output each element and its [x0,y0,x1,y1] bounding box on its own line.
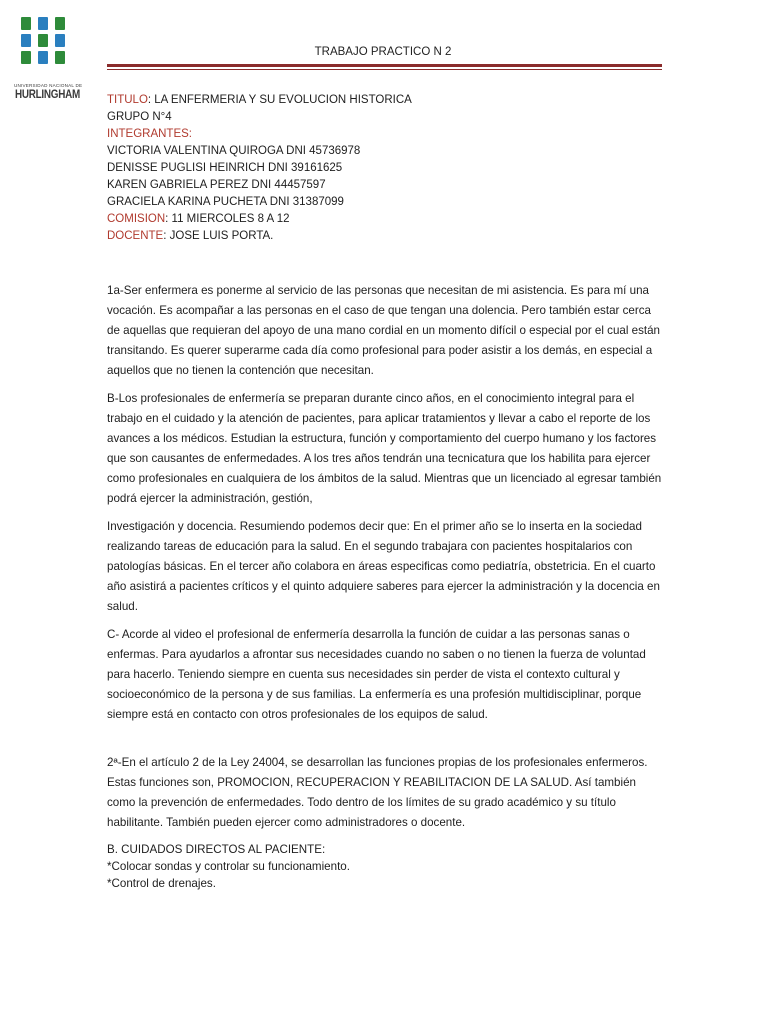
comision-line [107,211,667,228]
paragraph-c: C- Acorde al video el profesional de enfermería desarrolla la función de cuidar a las personas sanas o enfermas. Para ayudarlos a afrontar sus necesidades cuando no saben o no tienen la fuerza de voluntad para hacerlo. Teniendo siempre en cuenta sus necesidades sin perder de vista el contexto cultural y socioeconómico de la persona y de sus familias. La enfermería es una profesión multidisciplinar, porque siempre está en contacto con otros profesionales de los equipos de salud. [107,628,646,721]
docente-line [107,228,667,245]
docente-label: DOCENTE [107,230,164,242]
integrante-item: VICTORIA VALENTINA QUIROGA DNI 45736978 [107,145,361,157]
integrante-item: DENISSE PUGLISI HEINRICH DNI 39161625 [107,162,343,174]
integrante-item: GRACIELA KARINA PUCHETA DNI 31387099 [107,196,344,208]
paragraph-2a: 2ª-En el artículo 2 de la Ley 24004, se desarrollan las funciones propias de los profesionales enfermeros. Estas funciones son, PROMOCION, RECUPERACION Y REABILITACION DE LA SALUD. Así también como la prevención de enfermedades. Todo dentro de los límites de su grado académico y su título habilitante. También pueden ejercer como administradores o docente. [107,756,648,829]
header-rule-thin [107,69,662,70]
titulo-label: TITULO [107,94,148,106]
integrantes-label: INTEGRANTES: [107,128,192,140]
university-logo [14,16,83,101]
docente-value: : JOSE LUIS PORTA. [163,230,274,242]
titulo-line [107,92,667,109]
comision-value: : 11 MIERCOLES 8 A 12 [165,213,290,225]
comision-label: COMISION [107,213,166,225]
care-list [107,841,663,892]
logo-name: HURLINGHAM [15,89,80,101]
paragraph-b-continued: Investigación y docencia. Resumiendo podemos decir que: En el primer año se lo inserta en la sociedad realizando tareas de educación para la salud. En el segundo trabajara con pacientes hospitalarios con patologías básicas. En el tercer año colabora en áreas especificas como pediatría, obstetricia. En el cuarto año asistirá a pacientes críticos y el quinto adquiere saberes para ejercer la administración y la docencia en salud. [107,520,660,613]
paragraph-b: B-Los profesionales de enfermería se preparan durante cinco años, en el conocimiento integral para el trabajo en el cuidado y la atención de pacientes, para aplicar tratamientos y llevar a cabo el reporte de los avances a los médicos. Estudian la estructura, función y comportamiento del cuerpo humano y los factores que son causantes de enfermedades. A los tres años tendrán una tecnicatura que los habilita para ejercer como profesionales en cualquiera de los ámbitos de la salud. Mientras que un licenciado al egresar también podrá ejercer la administración, gestión, [107,392,662,505]
care-list-title: B. CUIDADOS DIRECTOS AL PACIENTE: [107,843,326,856]
grupo-line: GRUPO N°4 [107,111,172,123]
paragraph-1a: 1a-Ser enfermera es ponerme al servicio de las personas que necesitan de mi asistencia. Es para mí una vocación. Es acompañar a las personas en el caso de que tengan una dolencia. Pero también estar cerca de aquellas que requieran del apoyo de una mano cordial en un momento difícil o especial por el cual están transitando. Es querer superarme cada día como profesional para poder asistir a los demás, en especial a aquellos que no tienen la contención que necesitan. [107,284,660,377]
document-header-title: TRABAJO PRACTICO N 2 [314,46,452,58]
logo-small-text: UNIVERSIDAD NACIONAL DE [14,83,83,88]
header-rule-thick [107,64,662,67]
integrante-item: KAREN GABRIELA PEREZ DNI 44457597 [107,179,326,191]
university-logo-icon [18,16,68,74]
care-list-item: *Control de drenajes. [107,877,216,890]
care-list-item: *Colocar sondas y controlar su funcionamiento. [107,860,350,873]
titulo-value: : LA ENFERMERIA Y SU EVOLUCION HISTORICA [147,94,412,106]
document-metadata [107,92,667,245]
document-body [107,281,663,900]
